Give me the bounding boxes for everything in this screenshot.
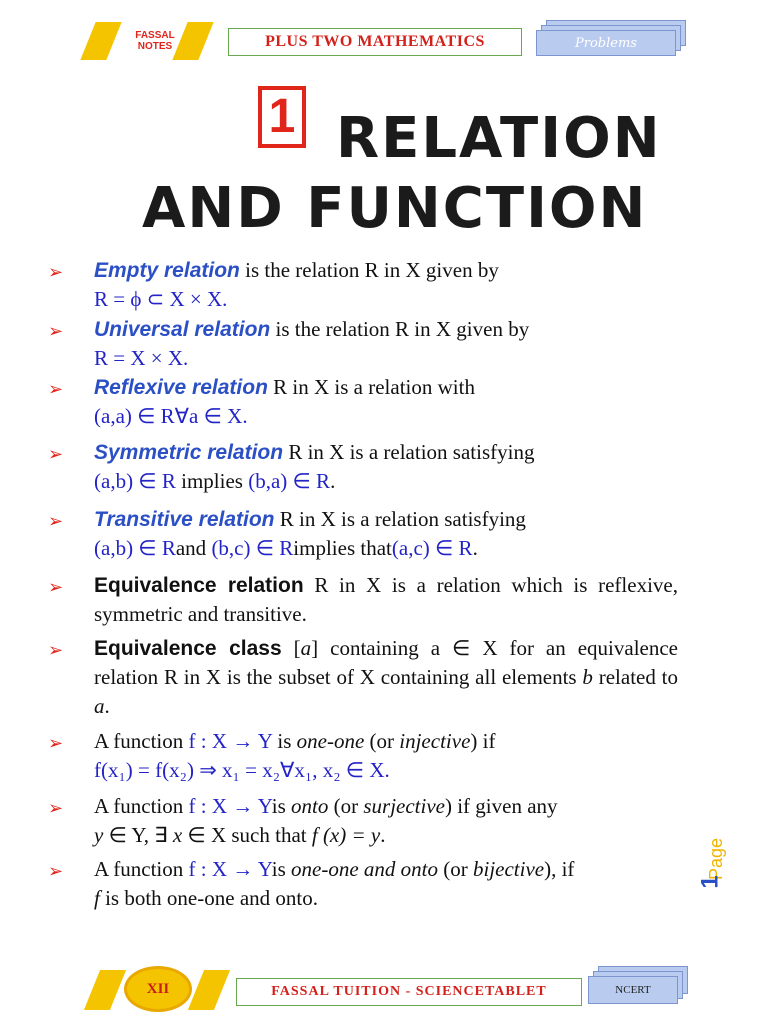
- list-item-bijective-function: ➢ A function f : X → Yis one-one and onto (or bijective), if f is both one-one and onto.: [48, 857, 575, 910]
- arrow-bullet-icon: ➢: [48, 321, 64, 342]
- footer-tab-ncert: NCERT: [588, 976, 678, 1004]
- list-item-equivalence-relation: ➢ Equivalence relation R in X is a relation which is reflexive, symmetric and transitive.: [48, 573, 678, 626]
- footer-decor-slash-left: [84, 970, 126, 1010]
- list-item-reflexive-relation: ➢ Reflexive relation R in X is a relation with (a,a) ∈ R∀a ∈ X.: [48, 375, 475, 428]
- arrow-bullet-icon: ➢: [48, 640, 64, 661]
- header-tab-problems: Problems: [536, 30, 676, 56]
- list-item-transitive-relation: ➢ Transitive relation R in X is a relation satisfying (a,b) ∈ Rand (b,c) ∈ Rimplies that(a,c) ∈ R.: [48, 507, 526, 560]
- chapter-title-line-2: AND FUNCTION: [142, 176, 648, 241]
- arrow-bullet-icon: ➢: [48, 861, 64, 882]
- footer-title: FASSAL TUITION - SCIENCETABLET: [236, 978, 582, 1006]
- chapter-number: 1: [258, 86, 306, 148]
- footer-tab-stack: [588, 966, 688, 1006]
- arrow-bullet-icon: ➢: [48, 798, 64, 819]
- chapter-title-line-1: RELATION: [336, 106, 662, 171]
- header-tab-stack: [536, 20, 686, 56]
- arrow-bullet-icon: ➢: [48, 511, 64, 532]
- list-item-universal-relation: ➢ Universal relation is the relation R in X given by R = X × X.: [48, 317, 530, 370]
- arrow-bullet-icon: ➢: [48, 577, 64, 598]
- list-item-one-one-function: ➢ A function f : X → Y is one-one (or injective) if f(x₁) = f(x₂) ⇒ x₁ = x₂∀x₁, x₂ ∈ X.: [48, 729, 496, 782]
- brand-line-2: NOTES: [137, 41, 173, 52]
- arrow-bullet-icon: ➢: [48, 262, 64, 283]
- arrow-bullet-icon: ➢: [48, 733, 64, 754]
- list-item-onto-function: ➢ A function f : X → Yis onto (or surjective) if given any y ∈ Y, ∃ x ∈ X such that f (x) = y.: [48, 794, 558, 847]
- footer-decor-slash-right: [188, 970, 230, 1010]
- brand-line-1: FASSAL: [135, 30, 175, 41]
- list-item-equivalence-class: ➢ Equivalence class [a] containing a ∈ X for an equivalence relation R in X is the subset of X containing all elements b related to a.: [48, 636, 678, 718]
- footer-badge: XII: [124, 966, 192, 1012]
- header-title: PLUS TWO MATHEMATICS: [228, 28, 522, 56]
- page-label: Page: [706, 837, 726, 880]
- list-item-symmetric-relation: ➢ Symmetric relation R in X is a relation satisfying (a,b) ∈ R implies (b,a) ∈ R.: [48, 440, 535, 493]
- list-item-empty-relation: ➢ Empty relation is the relation R in X given by R = ϕ ⊂ X × X.: [48, 258, 499, 311]
- arrow-bullet-icon: ➢: [48, 379, 64, 400]
- page-number: 1: [696, 875, 724, 889]
- arrow-bullet-icon: ➢: [48, 444, 64, 465]
